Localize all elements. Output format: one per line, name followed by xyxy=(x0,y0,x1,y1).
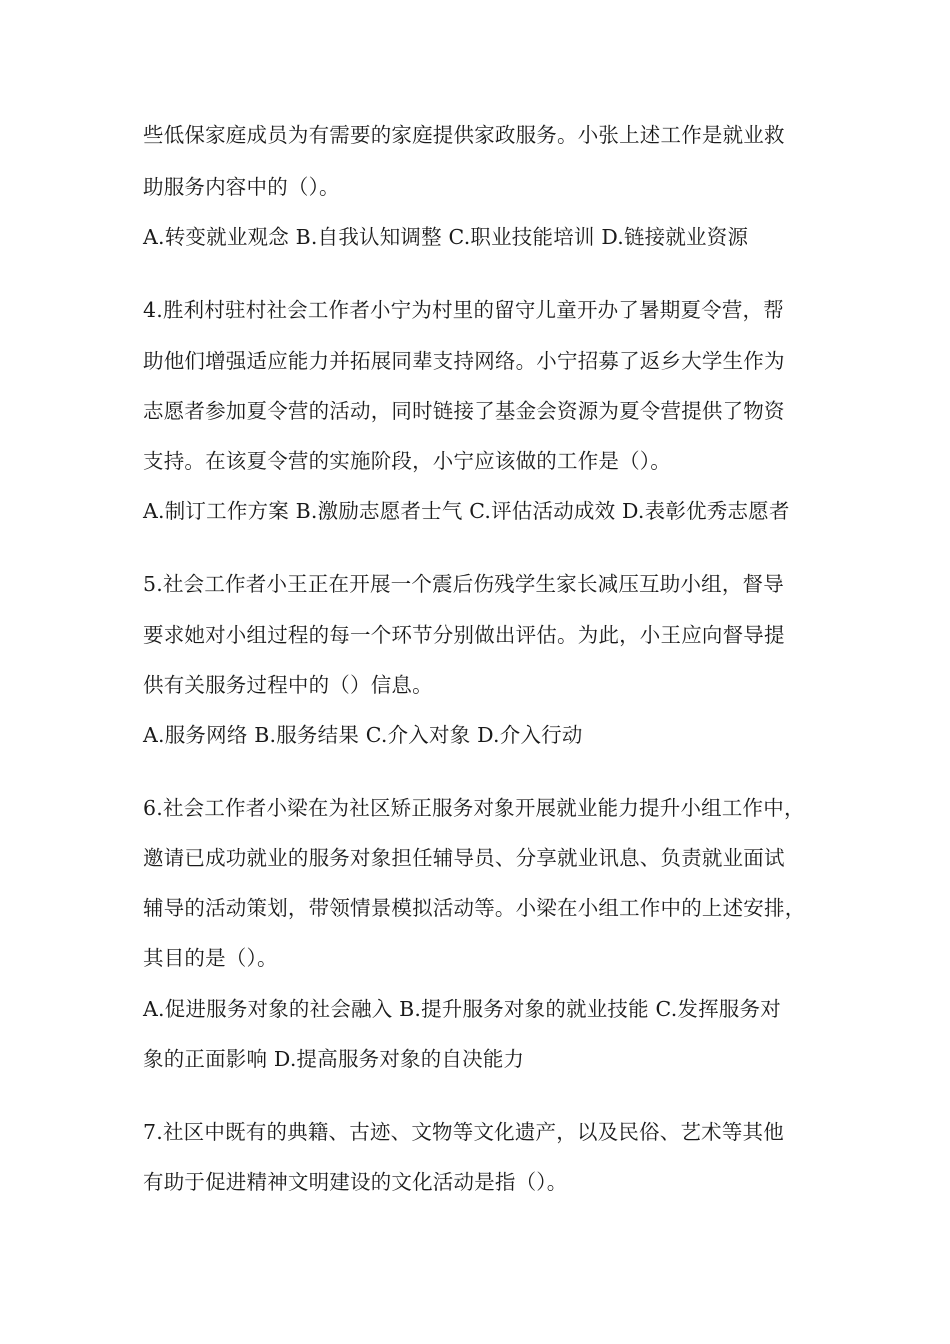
answer-options: A.服务网络 B.服务结果 C.介入对象 D.介入行动 xyxy=(143,723,583,747)
text-line: 要求她对小组过程的每一个环节分别做出评估。为此，小王应向督导提 xyxy=(143,623,785,647)
text-line: 志愿者参加夏令营的活动，同时链接了基金会资源为夏令营提供了物资 xyxy=(143,399,785,423)
answer-options: A.转变就业观念 B.自我认知调整 C.职业技能培训 D.链接就业资源 xyxy=(143,225,749,249)
text-line: 有助于促进精神文明建设的文化活动是指（）。 xyxy=(143,1170,568,1194)
text-line: 些低保家庭成员为有需要的家庭提供家政服务。小张上述工作是就业救 xyxy=(143,123,785,147)
text-line: 辅导的活动策划，带领情景模拟活动等。小梁在小组工作中的上述安排， xyxy=(143,896,806,920)
answer-options: A.促进服务对象的社会融入 B.提升服务对象的就业技能 C.发挥服务对 xyxy=(143,997,781,1021)
question-4-line: 4.胜利村驻村社会工作者小宁为村里的留守儿童开办了暑期夏令营，帮 xyxy=(143,298,784,322)
text-line: 支持。在该夏令营的实施阶段，小宁应该做的工作是（）。 xyxy=(143,449,671,473)
text-line: 其目的是（）。 xyxy=(143,946,278,970)
text-line: 邀请已成功就业的服务对象担任辅导员、分享就业讯息、负责就业面试 xyxy=(143,846,785,870)
answer-options: A.制订工作方案 B.激励志愿者士气 C.评估活动成效 D.表彰优秀志愿者 xyxy=(143,499,790,523)
question-7-line: 7.社区中既有的典籍、古迹、文物等文化遗产，以及民俗、艺术等其他 xyxy=(143,1120,784,1144)
text-line: 供有关服务过程中的（）信息。 xyxy=(143,673,433,697)
question-5-line: 5.社会工作者小王正在开展一个震后伤残学生家长减压互助小组，督导 xyxy=(143,572,784,596)
text-line: 助他们增强适应能力并拓展同辈支持网络。小宁招募了返乡大学生作为 xyxy=(143,349,785,373)
text-line: 助服务内容中的（）。 xyxy=(143,175,340,199)
question-6-line: 6.社会工作者小梁在为社区矫正服务对象开展就业能力提升小组工作中， xyxy=(143,796,805,820)
answer-options: 象的正面影响 D.提高服务对象的自决能力 xyxy=(143,1047,525,1071)
